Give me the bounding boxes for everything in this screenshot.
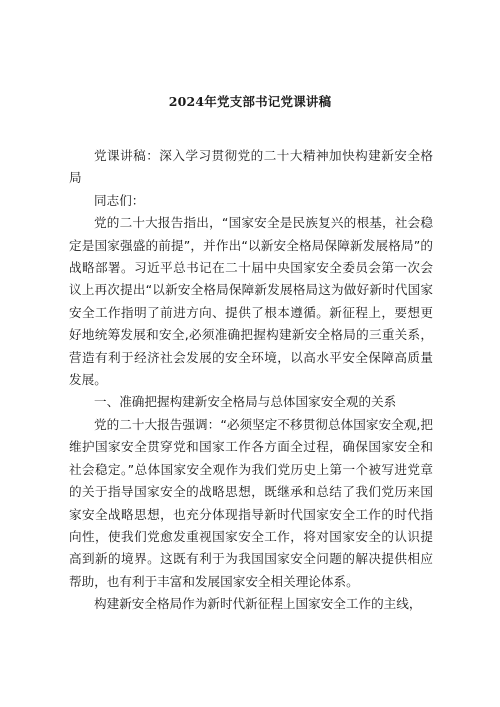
body-paragraph: 构建新安全格局作为新时代新征程上国家安全工作的主线， [94,596,422,612]
salutation: 同志们： [94,192,145,208]
section-heading: 一、准确把握构建新安全格局与总体国家安全观的关系 [94,394,397,410]
document-title: 2024年党支部书记党课讲稿 [168,94,332,109]
body-paragraph: 党的二十大报告强调：“必须坚定不移贯彻总体国家安全观,把维护国家安全贯穿党和国家工作各方面全过程，确保国家安全和社会稳定。”总体国家安全观作为我们党历史上第一个被写进党章的关于指导国家安全的战略思想，既继承和总结了我们党历来国家安全战略思想，也充分体现指导新时代国家安全工作的时代指向性，使我们党愈发重视国家安全工作，将对国家安全的认识提高到新的境界。这既有利于为我国国家安全问题的解决提供相应帮助，也有利于丰富和发展国家安全相关理论体系。 [69,416,433,589]
lecture-subtitle: 党课讲稿：深入学习贯彻党的二十大精神加快构建新安全格局 [69,148,433,186]
document-body [69,145,433,616]
body-paragraph: 党的二十大报告指出，“国家安全是民族复兴的根基，社会稳定是国家强盛的前提”，并作出“以新安全格局保障新发展格局”的战略部署。习近平总书记在二十届中央国家安全委员会第一次会议上再次提出“以新安全格局保障新发展格局这为做好新时代国家安全工作指明了前进方向、提供了根本遵循。新征程上，要想更好地统筹发展和安全,必须准确把握构建新安全格局的三重关系，营造有利于经济社会发展的安全环境，以高水平安全保障高质量发展。 [69,215,433,388]
